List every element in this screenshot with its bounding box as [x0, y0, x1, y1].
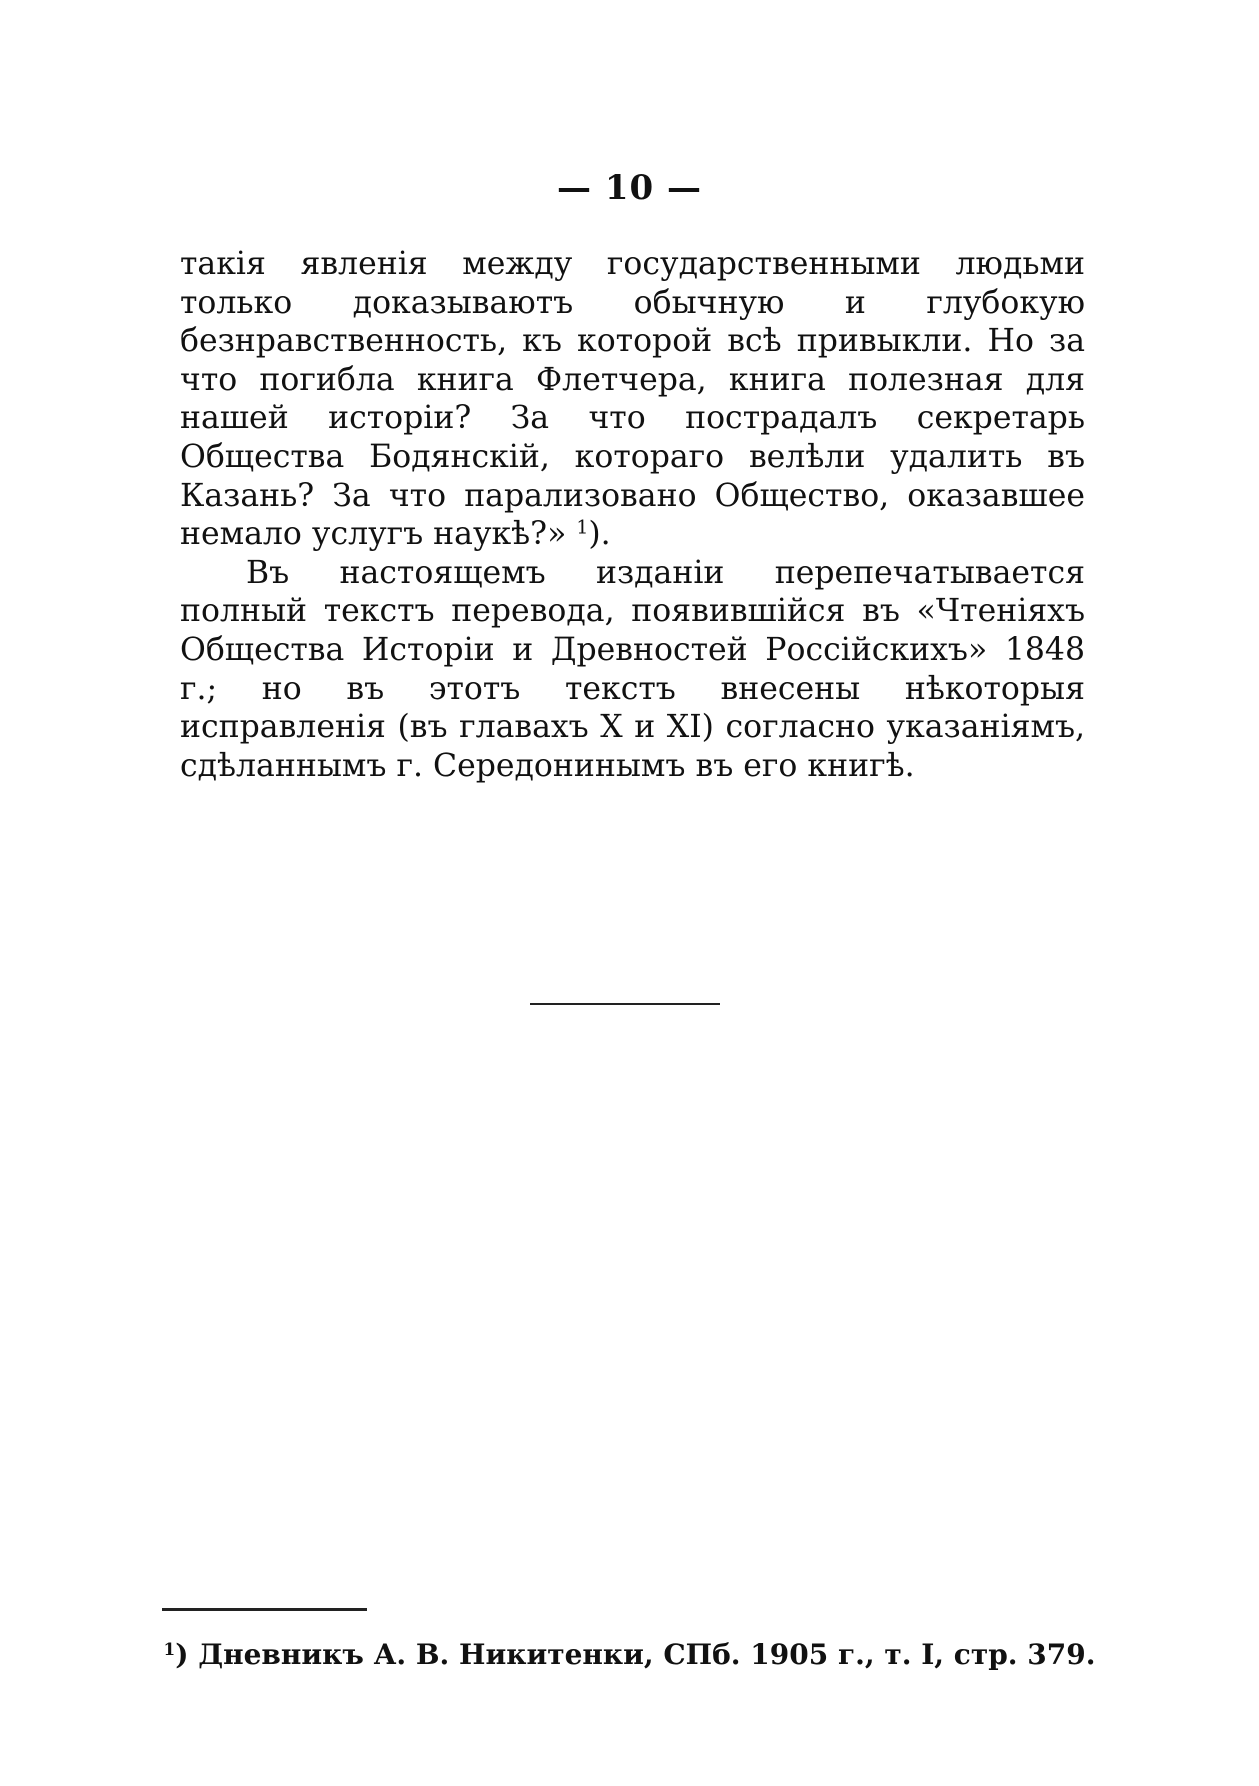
paragraph-1-text: такія явленія между государственными людьми только доказываютъ обычную и глубокую безнравственность, къ которой всѣ привыкли. Но за что погибла книга Флетчера, книга полезная для нашей исторіи? За что пострадалъ секретарь Общества Бодянскій, котораго велѣли удалить въ Казань? За что парализовано Общество, оказавшее немало услугъ наукѣ?» — [180, 246, 1085, 553]
body-text — [180, 245, 1085, 785]
paragraph-2-text: Въ настоящемъ изданіи перепечатывается полный текстъ перевода, появившійся въ «Чтеніяхъ Общества Исторіи и Древностей Россійскихъ» 1848 г.; но въ этотъ текстъ внесены нѣкоторыя исправленія (въ главахъ X и XI) согласно указаніямъ, сдѣланнымъ г. Середонинымъ въ его книгѣ. — [180, 554, 1085, 784]
footnote-text: ) Дневникъ А. В. Никитенки, СПб. 1905 г., т. I, стр. 379. — [175, 1638, 1096, 1671]
footnote-reference: 1 — [576, 516, 589, 539]
page-number: — 10 — — [557, 168, 702, 208]
footnote-divider — [162, 1608, 367, 1611]
footnote-marker: 1 — [163, 1638, 176, 1659]
footnote — [0, 1638, 1259, 1671]
section-divider — [530, 1003, 720, 1005]
paragraph-continued — [180, 245, 1085, 554]
paragraph-1-tail: ). — [588, 516, 611, 553]
paragraph-edition-note — [180, 554, 1085, 786]
